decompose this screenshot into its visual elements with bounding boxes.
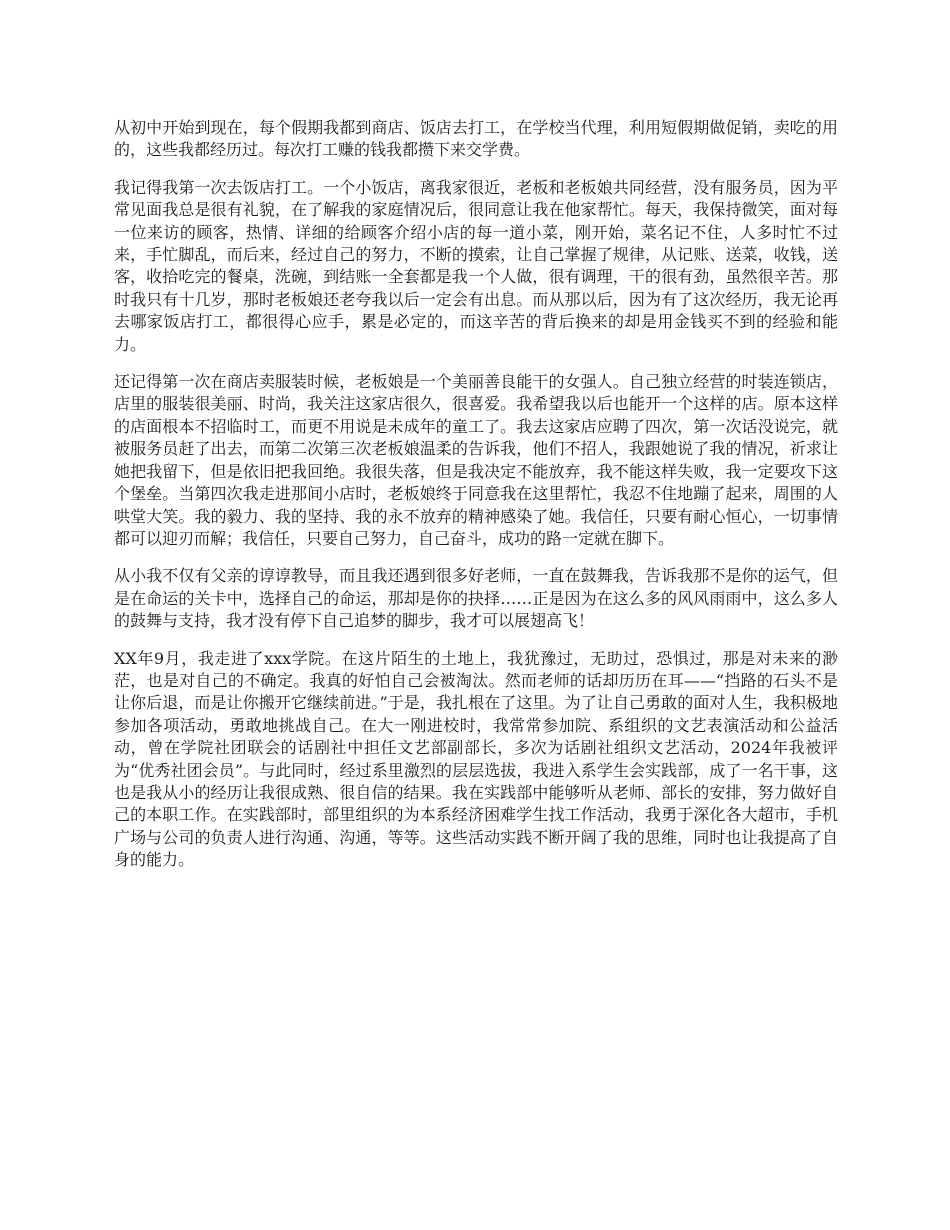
document-body [114,117,838,887]
paragraph-2: 我记得我第一次去饭店打工。一个小饭店，离我家很近，老板和老板娘共同经营，没有服务员，因为平常见面我总是很有礼貌，在了解我的家庭情况后，很同意让我在他家帮忙。每天，我保持微笑，面对每一位来访的顾客，热情、详细的给顾客介绍小店的每一道小菜，刚开始，菜名记不住，人多时忙不过来，手忙脚乱，而后来，经过自己的努力，不断的摸索，让自己掌握了规律，从记账、送菜，收钱，送客，收拾吃完的餐桌，洗碗，到结账一全套都是我一个人做，很有调理，干的很有劲，虽然很辛苦。那时我只有十几岁，那时老板娘还老夸我以后一定会有出息。而从那以后，因为有了这次经历，我无论再去哪家饭店打工，都很得心应手，累是必定的，而这辛苦的背后换来的却是用金钱买不到的经验和能力。 [114,177,838,354]
paragraph-5: XX年9月，我走进了xxx学院。在这片陌生的土地上，我犹豫过，无助过，恐惧过，那是对未来的渺茫，也是对自己的不确定。我真的好怕自己会被淘汰。然而老师的话却历历在耳——“挡路的石头不是让你后退，而是让你搬开它继续前进。”于是，我扎根在了这里。为了让自己勇敢的面对人生，我积极地参加各项活动，勇敢地挑战自己。在大一刚进校时，我常常参加院、系组织的文艺表演活动和公益活动，曾在学院社团联会的话剧社中担任文艺部副部长，多次为话剧社组织文艺活动，2024年我被评为“优秀社团会员”。与此同时，经过系里激烈的层层选拔，我进入系学生会实践部，成了一名干事，这也是我从小的经历让我很成熟、很自信的结果。我在实践部中能够听从老师、部长的安排，努力做好自己的本职工作。在实践部时，部里组织的为本系经济困难学生找工作活动，我勇于深化各大超市，手机广场与公司的负责人进行沟通、沟通，等等。这些活动实践不断开阔了我的思维，同时也让我提高了自身的能力。 [114,648,838,870]
paragraph-4: 从小我不仅有父亲的谆谆教导，而且我还遇到很多好老师，一直在鼓舞我，告诉我那不是你的运气，但是在命运的关卡中，选择自己的命运，那却是你的抉择……正是因为在这么多的风风雨雨中，这么多人的鼓舞与支持，我才没有停下自己追梦的脚步，我才可以展翅高飞！ [114,566,838,631]
paragraph-1: 从初中开始到现在，每个假期我都到商店、饭店去打工，在学校当代理，利用短假期做促销，卖吃的用的，这些我都经历过。每次打工赚的钱我都攒下来交学费。 [114,118,838,160]
paragraph-3: 还记得第一次在商店卖服装时候，老板娘是一个美丽善良能干的女强人。自己独立经营的时装连锁店，店里的服装很美丽、时尚，我关注这家店很久，很喜爱。我希望我以后也能开一个这样的店。原本这样的店面根本不招临时工，而更不用说是未成年的童工了。我去这家店应聘了四次，第一次话没说完，就被服务员赶了出去，而第二次第三次老板娘温柔的告诉我，他们不招人，我跟她说了我的情况，祈求让她把我留下，但是依旧把我回绝。我很失落，但是我决定不能放弃，我不能这样失败，我一定要攻下这个堡垒。当第四次我走进那间小店时，老板娘终于同意我在这里帮忙，我忍不住地蹦了起来，周围的人哄堂大笑。我的毅力、我的坚持、我的永不放弃的精神感染了她。我信任，只要有耐心恒心，一切事情都可以迎刃而解；我信任，只要自己努力，自己奋斗，成功的路一定就在脚下。 [114,372,838,548]
